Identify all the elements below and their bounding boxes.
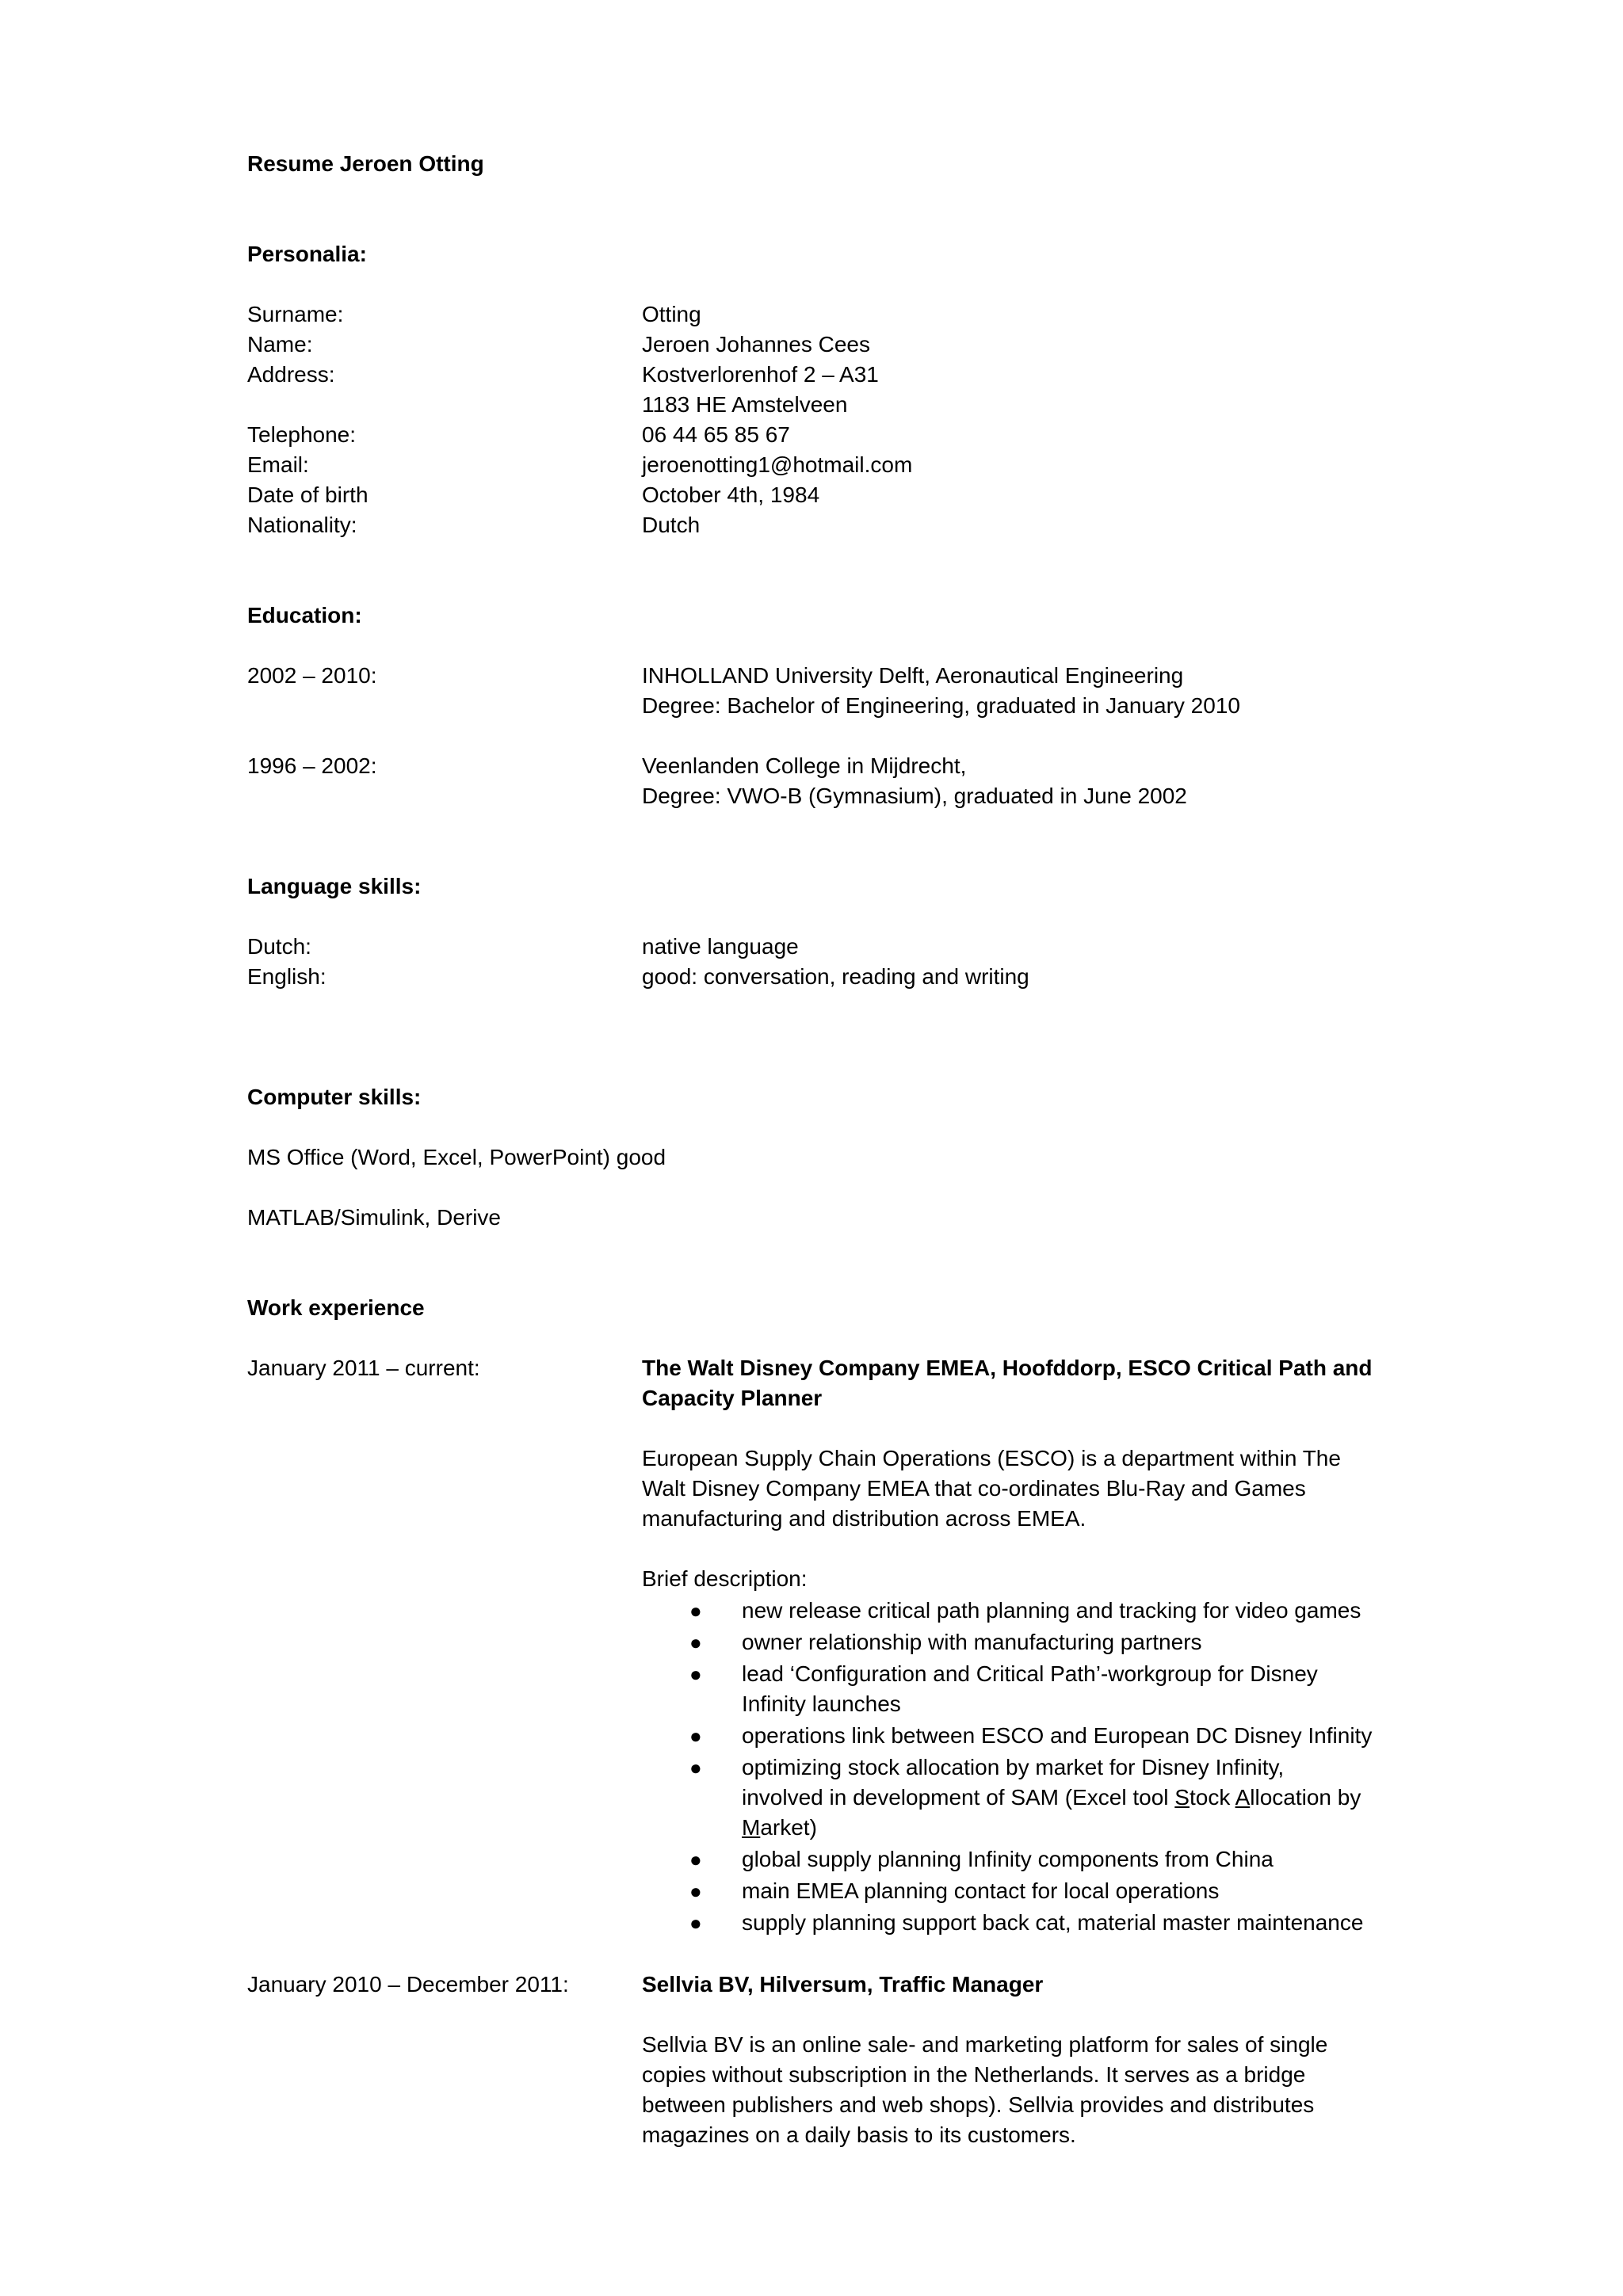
bullet-item: lead ‘Configuration and Critical Path’-workgroup for Disney xyxy=(742,1661,1318,1686)
language-heading: Language skills: xyxy=(247,874,422,898)
job-description: Walt Disney Company EMEA that co-ordinates Blu-Ray and Games xyxy=(642,1476,1306,1501)
dob-value: October 4th, 1984 xyxy=(642,482,820,507)
bullet-icon: ● xyxy=(689,1756,702,1779)
language-level: native language xyxy=(642,934,799,959)
bullet-icon: ● xyxy=(689,1630,702,1654)
bullet-icon: ● xyxy=(689,1662,702,1686)
job-description: European Supply Chain Operations (ESCO) is a department within The xyxy=(642,1446,1341,1470)
nationality-value: Dutch xyxy=(642,513,701,537)
bullet-icon: ● xyxy=(689,1879,702,1903)
email-label: Email: xyxy=(247,452,309,477)
email-value: jeroenotting1@hotmail.com xyxy=(642,452,913,477)
bullet-icon: ● xyxy=(689,1848,702,1871)
address-city-value: 1183 HE Amstelveen xyxy=(642,392,848,417)
bullet-item: optimizing stock allocation by market for Disney Infinity, xyxy=(742,1755,1285,1779)
bullet-item: main EMEA planning contact for local operations xyxy=(742,1878,1220,1903)
bullet-text-part: tock xyxy=(1189,1785,1235,1810)
bullet-text-part: llocation by xyxy=(1250,1785,1361,1810)
bullet-item-cont: Infinity launches xyxy=(742,1691,901,1716)
telephone-label: Telephone: xyxy=(247,422,357,447)
job-title: The Walt Disney Company EMEA, Hoofddorp, ESCO Critical Path and xyxy=(642,1356,1373,1380)
acronym-letter-a: A xyxy=(1235,1785,1251,1810)
job-description: Sellvia BV is an online sale- and marketing platform for sales of single xyxy=(642,2032,1328,2057)
bullet-item: owner relationship with manufacturing partners xyxy=(742,1630,1202,1654)
job-description: magazines on a daily basis to its customers. xyxy=(642,2122,1076,2147)
job-title-cont: Capacity Planner xyxy=(642,1386,823,1410)
education-period: 2002 – 2010: xyxy=(247,663,377,688)
language-label: Dutch: xyxy=(247,934,311,959)
brief-description-label: Brief description: xyxy=(642,1566,808,1591)
bullet-item-cont xyxy=(742,1783,1361,1813)
bullet-icon: ● xyxy=(689,1599,702,1623)
name-label: Name: xyxy=(247,332,313,357)
name-value: Jeroen Johannes Cees xyxy=(642,332,870,357)
address-value: Kostverlorenhof 2 – A31 xyxy=(642,362,879,387)
job-period: January 2010 – December 2011: xyxy=(247,1972,569,1997)
computer-heading: Computer skills: xyxy=(247,1085,422,1109)
education-institution: INHOLLAND University Delft, Aeronautical Engineering xyxy=(642,663,1184,688)
language-level: good: conversation, reading and writing xyxy=(642,964,1029,989)
bullet-text-part: arket) xyxy=(760,1815,817,1840)
dob-label: Date of birth xyxy=(247,482,369,507)
education-degree: Degree: VWO-B (Gymnasium), graduated in June 2002 xyxy=(642,784,1187,808)
bullet-item: new release critical path planning and tracking for video games xyxy=(742,1598,1361,1623)
job-description: manufacturing and distribution across EMEA. xyxy=(642,1506,1086,1531)
personalia-heading: Personalia: xyxy=(247,242,367,266)
education-period: 1996 – 2002: xyxy=(247,753,377,778)
computer-skill-office: MS Office (Word, Excel, PowerPoint) good xyxy=(247,1145,666,1169)
bullet-item: supply planning support back cat, material master maintenance xyxy=(742,1910,1364,1935)
telephone-value: 06 44 65 85 67 xyxy=(642,422,790,447)
surname-value: Otting xyxy=(642,302,701,326)
language-label: English: xyxy=(247,964,327,989)
nationality-label: Nationality: xyxy=(247,513,357,537)
surname-label: Surname: xyxy=(247,302,344,326)
bullet-item: operations link between ESCO and European DC Disney Infinity xyxy=(742,1723,1373,1748)
bullet-icon: ● xyxy=(689,1724,702,1748)
bullet-icon: ● xyxy=(689,1911,702,1935)
job-description: between publishers and web shops). Sellvia provides and distributes xyxy=(642,2092,1315,2117)
computer-skill-matlab: MATLAB/Simulink, Derive xyxy=(247,1205,502,1230)
job-period: January 2011 – current: xyxy=(247,1356,480,1380)
acronym-letter-m: M xyxy=(742,1815,761,1840)
address-label: Address: xyxy=(247,362,335,387)
job-title: Sellvia BV, Hilversum, Traffic Manager xyxy=(642,1972,1044,1997)
bullet-item-cont xyxy=(742,1813,817,1843)
education-institution: Veenlanden College in Mijdrecht, xyxy=(642,753,967,778)
bullet-text-part: involved in development of SAM (Excel tool xyxy=(742,1785,1175,1810)
bullet-item: global supply planning Infinity components from China xyxy=(742,1847,1274,1871)
acronym-letter-s: S xyxy=(1174,1785,1190,1810)
education-degree: Degree: Bachelor of Engineering, graduated in January 2010 xyxy=(642,693,1240,718)
education-heading: Education: xyxy=(247,603,362,627)
document-title: Resume Jeroen Otting xyxy=(247,151,484,176)
work-heading: Work experience xyxy=(247,1295,425,1320)
job-description: copies without subscription in the Netherlands. It serves as a bridge xyxy=(642,2062,1306,2087)
